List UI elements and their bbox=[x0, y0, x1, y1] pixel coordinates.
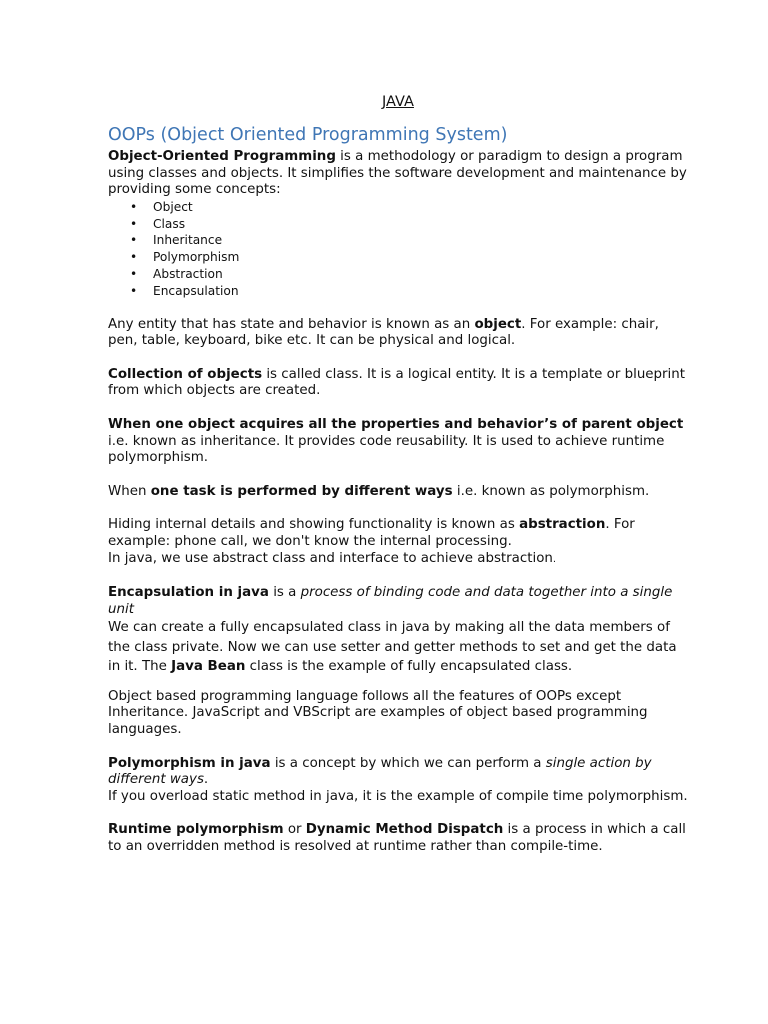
object-text-1: Any entity that has state and behavior is known as an bbox=[108, 316, 475, 332]
poly-java-text-2: . bbox=[203, 772, 209, 788]
class-paragraph bbox=[108, 367, 688, 400]
intro-bold: Object-Oriented Programming bbox=[108, 149, 336, 164]
list-item: • Class bbox=[130, 216, 688, 233]
abstraction-dot: . bbox=[552, 553, 557, 565]
polymorphism-text-2: i.e. known as polymorphism. bbox=[452, 483, 650, 499]
spacer bbox=[108, 300, 688, 317]
spacer bbox=[108, 739, 688, 756]
concepts-list bbox=[108, 199, 688, 300]
spacer bbox=[108, 467, 688, 484]
encapsulation-text-2: We can create a fully encapsulated class in java by making all the data members of the class private. Now we can use setter and getter methods to set and get the data in it. The bbox=[108, 620, 677, 675]
class-text: is called class. It is a logical entity. It is a template or blueprint from which objects are created. bbox=[108, 366, 686, 399]
runtime-bold: Runtime polymorphism bbox=[108, 822, 284, 838]
poly-java-italic: single action by different ways bbox=[108, 755, 652, 788]
poly-java-line-2: If you overload static method in java, it is the example of compile time polymorphism. bbox=[108, 788, 688, 804]
abstraction-bold: abstraction bbox=[519, 517, 606, 533]
inheritance-text: i.e. known as inheritance. It provides code reusability. It is used to achieve runtime polymorphism. bbox=[108, 433, 665, 466]
encapsulation-italic: process of binding code and data together into a single unit bbox=[108, 585, 673, 617]
list-item: • Encapsulation bbox=[130, 283, 688, 300]
encapsulation-text-1: is a bbox=[268, 585, 301, 601]
spacer bbox=[108, 350, 688, 367]
encapsulation-bold: Encapsulation in java bbox=[108, 585, 269, 601]
dynamic-dispatch-bold: Dynamic Method Dispatch bbox=[305, 822, 504, 838]
document-page bbox=[108, 92, 688, 856]
polymorphism-paragraph bbox=[108, 484, 688, 501]
list-item: • Inheritance bbox=[130, 232, 688, 249]
intro-paragraph bbox=[108, 149, 688, 199]
spacer bbox=[108, 568, 688, 585]
intro-text: is a methodology or paradigm to design a program using classes and objects. It simplifies the software development and maintenance by providing some concepts: bbox=[108, 149, 687, 198]
abstraction-text-2: . For example: phone call, we don't know the internal processing. bbox=[108, 517, 635, 549]
abstraction-line-2 bbox=[108, 551, 688, 569]
object-bold: object bbox=[474, 316, 522, 332]
spacer bbox=[108, 805, 688, 822]
inheritance-paragraph bbox=[108, 417, 688, 467]
poly-java-bold: Polymorphism in java bbox=[108, 755, 271, 771]
abstraction-paragraph bbox=[108, 517, 688, 550]
object-paragraph bbox=[108, 317, 688, 350]
runtime-text-1: or bbox=[283, 822, 306, 838]
encapsulation-paragraph bbox=[108, 585, 688, 618]
abstraction-text-1: Hiding internal details and showing functionality is known as bbox=[108, 517, 520, 533]
document-title: JAVA bbox=[382, 94, 414, 110]
object-text-2: . For example: chair, pen, table, keyboard, bike etc. It can be physical and logical. bbox=[108, 316, 659, 349]
object-based-paragraph: Object based programming language follows all the features of OOPs except Inheritance. JavaScript and VBScript are examples of object based programming languages. bbox=[108, 688, 648, 737]
section-heading: OOPs (Object Oriented Programming System) bbox=[108, 125, 508, 145]
encapsulation-detail bbox=[108, 618, 688, 677]
abstraction-line-2-text: In java, we use abstract class and interface to achieve abstraction bbox=[108, 550, 553, 566]
polymorphism-bold: one task is performed by different ways bbox=[150, 483, 453, 499]
list-item: • Object bbox=[130, 199, 688, 216]
spacer bbox=[108, 400, 688, 417]
polymorphism-text-1: When bbox=[108, 483, 151, 499]
class-bold: Collection of objects bbox=[108, 366, 263, 382]
spacer bbox=[108, 677, 688, 689]
inheritance-bold: When one object acquires all the properties and behavior’s of parent object bbox=[108, 416, 684, 432]
java-bean-bold: Java Bean bbox=[171, 659, 246, 675]
runtime-text-2: is a process in which a call to an overridden method is resolved at runtime rather than compile-time. bbox=[108, 822, 686, 854]
runtime-paragraph bbox=[108, 822, 688, 855]
encapsulation-text-3: class is the example of fully encapsulated class. bbox=[245, 659, 573, 675]
spacer bbox=[108, 500, 688, 517]
list-item: • Polymorphism bbox=[130, 249, 688, 266]
list-item: • Abstraction bbox=[130, 266, 688, 283]
poly-java-paragraph bbox=[108, 756, 688, 789]
poly-java-text-1: is a concept by which we can perform a bbox=[270, 755, 546, 771]
